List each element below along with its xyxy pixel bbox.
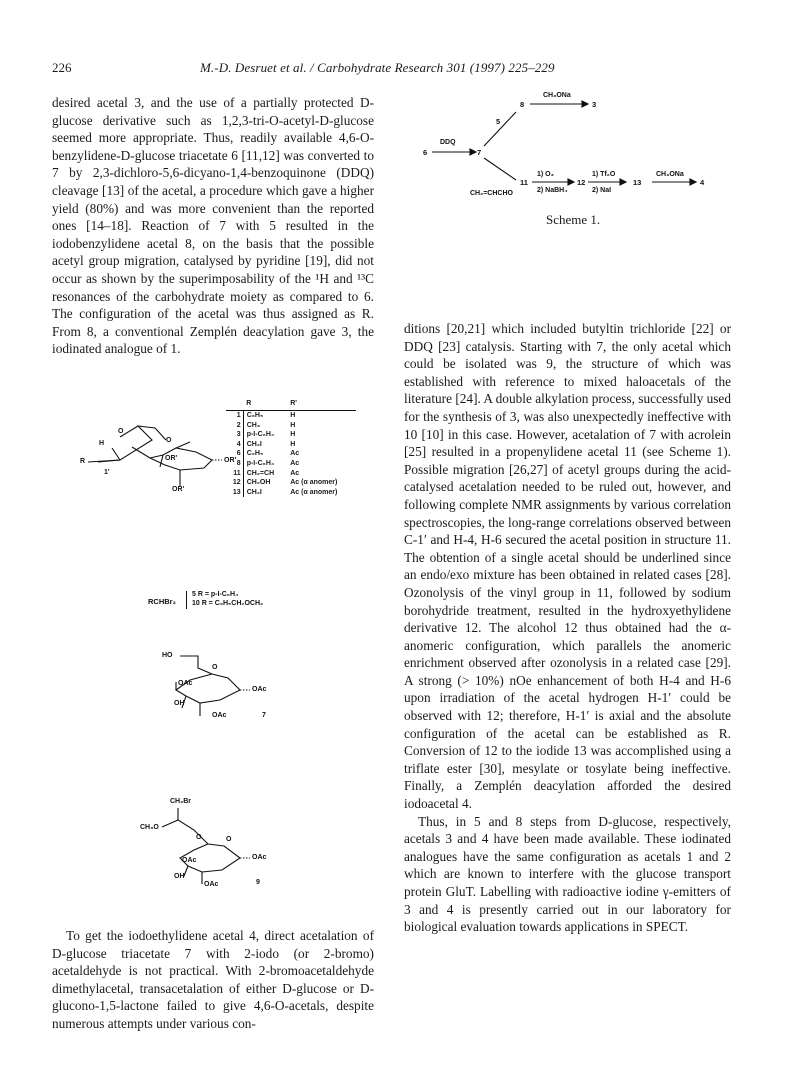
scheme-step1a: 1) O₃ bbox=[537, 171, 554, 178]
scheme-acrolein: CH₂=CHCHO bbox=[470, 190, 513, 197]
scheme-caption: Scheme 1. bbox=[546, 212, 601, 227]
scheme-compound-13: 13 bbox=[633, 178, 642, 187]
label-o1: O bbox=[118, 428, 124, 435]
scheme-ch3ona-top: CH₃ONa bbox=[543, 92, 571, 99]
label-o2: O bbox=[166, 437, 172, 444]
col-r2-header: R' bbox=[290, 400, 297, 408]
s7-number: 7 bbox=[262, 712, 266, 719]
table-row: 4 CH₂I H bbox=[226, 440, 356, 450]
page-number: 226 bbox=[52, 60, 72, 75]
label-or2: OR' bbox=[224, 457, 237, 464]
table-row: 1 C₆H₅ H bbox=[226, 411, 356, 421]
s9-o1: O bbox=[196, 834, 202, 841]
table-row: 11 CH₂=CH Ac bbox=[226, 469, 356, 479]
running-title: M.-D. Desruet et al. / Carbohydrate Research 301 (1997) 225–229 bbox=[200, 60, 555, 75]
col-r-header: R bbox=[246, 400, 252, 408]
label-prime: 1' bbox=[104, 469, 110, 476]
scheme-step1b: 2) NaBH₄ bbox=[537, 187, 568, 194]
scheme-ch3ona-right: CH₃ONa bbox=[656, 171, 684, 178]
scheme-compound-7: 7 bbox=[477, 148, 482, 157]
table-row: 3 p-I-C₆H₄ H bbox=[226, 430, 356, 440]
s9-o2: O bbox=[226, 836, 232, 843]
s7-o: O bbox=[212, 664, 218, 671]
scheme-compound-8: 8 bbox=[520, 100, 525, 109]
s7-ho: HO bbox=[162, 652, 173, 659]
table-row: 8 p-I-C₆H₄ Ac bbox=[226, 459, 356, 469]
label-h: H bbox=[99, 440, 105, 447]
s7-oh: OH bbox=[174, 700, 185, 707]
scheme-ddq: DDQ bbox=[440, 139, 456, 146]
s7-oac2: OAc bbox=[252, 686, 267, 693]
scheme-step2a: 1) Tf₂O bbox=[592, 171, 616, 178]
paragraph-conclusion: Thus, in 5 and 8 steps from D-glucose, respectively, acetals 3 and 4 have been made available. These iodinated analogues have the same configuration as acetals 1 and 2 which are known to interfere with the glucose transport protein GluT. Labelling with radioactive iodine γ-emitters of 3 and 4 is presently carried out in our laboratory for biological evaluation towards applications in SPECT. bbox=[404, 813, 731, 935]
label-r: R bbox=[80, 458, 86, 465]
rchbr2-label: RCHBr₂ bbox=[148, 597, 176, 606]
paragraph-intro: desired acetal 3, and the use of a partially protected D-glucose derivative such as 1,2,3-tri-O-acetyl-D-glucose seemed more appropriate. Thus, readily available 4,6-O-benzylidene-D-glucose triacetate 6 [11,12] was converted to 7 by 2,3-dichloro-5,6-dicyano-1,4-benzoquinone (DDQ) cleavage [13] of the acetal, a procedure which gave a higher yield (80%) and was more convenient than the reported ones [14–18]. Reaction of 7 with 5 resulted in the iodobenzylidene acetal 8, on the basis that the possible acetyl group migration, catalysed by pyridine [19], did not occur as shown by the superimposability of the ¹H and ¹³C resonances of the carbohydrate moiety as compared to 6. The configuration of the acetal was thus assigned as R. From 8, a conventional Zemplén deacylation gave 3, the iodinated analogue of 1. bbox=[52, 95, 374, 357]
table-row: 2 CH₃ H bbox=[226, 421, 356, 431]
scheme-compound-3: 3 bbox=[592, 100, 597, 109]
s9-number: 9 bbox=[256, 879, 260, 886]
s9-oac1: OAc bbox=[182, 857, 197, 864]
scheme-compound-5: 5 bbox=[496, 117, 501, 126]
table-row: 13 CH₂I Ac (α anomer) bbox=[226, 488, 356, 498]
table-row: 6 C₆H₅ Ac bbox=[226, 449, 356, 459]
s7-oac1: OAc bbox=[178, 680, 193, 687]
paragraph-iodoethylidene: To get the iodoethylidene acetal 4, direct acetalation of D-glucose triacetate 7 with 2-iodo (or 2-bromo) acetaldehyde is not practical. With 2-bromoacetaldehyde dimethylacetal, transacetalation of either D-glucose or D-glucono-1,5-lactone failed to give 4,6-O-acetals, despite numerous attempts under various con- bbox=[52, 928, 374, 1031]
scheme-compound-6: 6 bbox=[423, 148, 428, 157]
s7-oac3: OAc bbox=[212, 712, 227, 719]
rchbr2-line2: 10 R = C₆H₅CH₂OCH₂ bbox=[192, 600, 264, 607]
s9-oh: OH bbox=[174, 873, 185, 880]
table-row: 12 CH₂OH Ac (α anomer) bbox=[226, 478, 356, 488]
s9-oac3: OAc bbox=[204, 881, 219, 888]
label-or3: OR' bbox=[172, 486, 185, 493]
rchbr2-line1: 5 R = p-I-C₆H₄ bbox=[192, 591, 239, 598]
scheme-compound-12: 12 bbox=[577, 178, 586, 187]
scheme-compound-11: 11 bbox=[520, 178, 528, 187]
scheme-compound-4: 4 bbox=[700, 178, 705, 187]
s9-ch2br: CH₂Br bbox=[170, 798, 191, 805]
paragraph-acetalation: ditions [20,21] which included butyltin trichloride [22] or DDQ [23] catalysis. Starting with 7, the only acetal which could be isolated was 9, the structure of which was established with reference to mixed haloacetals of the literature [24]. A double alkylation process, successfully used for the synthesis of 3, was also unexpectedly ineffective with 10 [10] in this case. However, acetalation of 7 with acrolein [25] resulted in a propenylidene acetal 11 (see Scheme 1). Possible migration [26,27] of acetyl groups during the acid-catalysed acetalation needed to be ruled out, however, and following complete NMR assignments by various correlation spectroscopies, the long-range correlations observed between C-1′ and H-4, H-6 secured the acetal position in structure 11. The obtention of a single acetal should be underlined since an endo/exo mixture has been obtained in related cases [28]. Ozonolysis of the vinyl group in 11, followed by sodium borohydride treatment, resulted in the hydroxyethylidene derivative 12. The alcohol 12 thus obtained had the α-anomeric configuration, which parallels the anomeric enrichment observed after ozonolysis in a related case [29]. A strong (> 10%) nOe enhancement of both H-4 and H-6 upon irradiation of the acetal hydrogen H-1′ could be observed with 12; therefore, H-1′ is axial and the absolute configuration of the acetal can be established as R. Conversion of 12 to the iodide 13 was accomplished using a triflate ester [30], mesylate or tosylate being ineffective. Finally, a Zemplén deacylation afforded the desired iodoacetal 4. bbox=[404, 321, 731, 812]
s9-oac2: OAc bbox=[252, 854, 267, 861]
right-column bbox=[404, 320, 731, 936]
s9-ch3o: CH₃O bbox=[140, 824, 159, 831]
label-or1: OR' bbox=[165, 455, 178, 462]
scheme-step2b: 2) NaI bbox=[592, 187, 612, 194]
